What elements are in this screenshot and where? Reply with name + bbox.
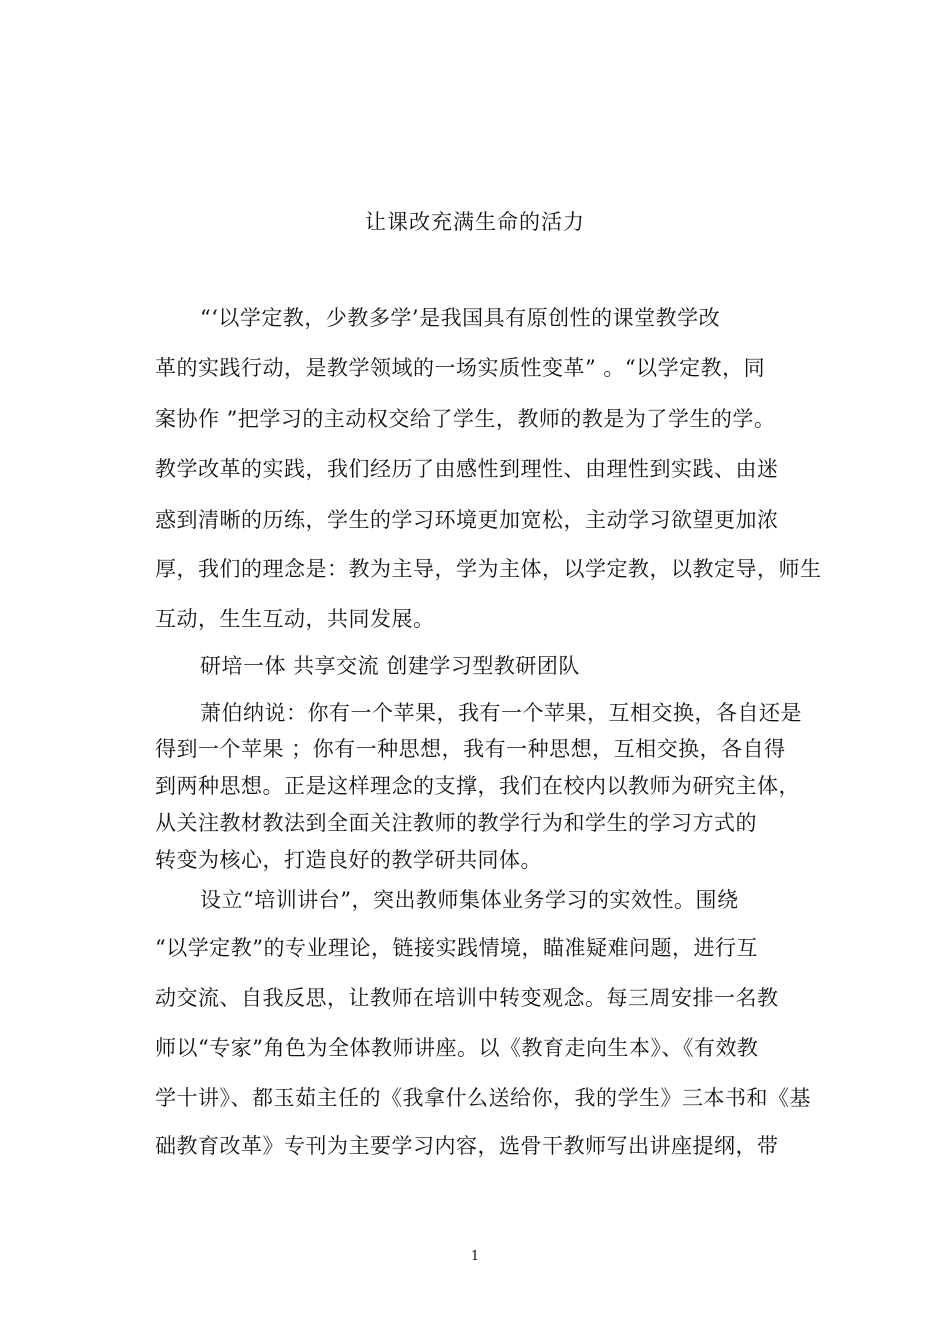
text-line: 厚，我们的理念是：教为主导，学为主体，以学定教，以教定导，师生 bbox=[155, 557, 822, 581]
text-line: 案协作 ”把学习的主动权交给了学生，教师的教是为了学生的学。 bbox=[155, 407, 776, 431]
text-line: 得到一个苹果 ；你有一种思想，我有一种思想，互相交换，各自得 bbox=[155, 737, 786, 761]
text-line: 础教育改革》专刊为主要学习内容，选骨干教师写出讲座提纲，带 bbox=[155, 1134, 779, 1158]
text-line: 教学改革的实践，我们经历了由感性到理性、由理性到实践、由迷 bbox=[155, 457, 779, 481]
text-line: 互动，生生互动，共同发展。 bbox=[155, 607, 435, 631]
text-line: 学十讲》、都玉茹主任的《我拿什么送给你，我的学生》三本书和《基 bbox=[155, 1086, 811, 1110]
text-line: 从关注教材教法到全面关注教师的教学行为和学生的学习方式的 bbox=[155, 811, 757, 835]
text-line: “‘以学定教，少教多学’是我国具有原创性的课堂教学改 bbox=[200, 306, 721, 330]
text-line: 萧伯纳说：你有一个苹果，我有一个苹果，互相交换，各自还是 bbox=[200, 701, 802, 725]
text-line: 设立“培训讲台”，突出教师集体业务学习的实效性。围绕 bbox=[200, 888, 739, 912]
section-heading: 研培一体 共享交流 创建学习型教研团队 bbox=[200, 654, 580, 678]
text-line: 转变为核心，打造良好的教学研共同体。 bbox=[155, 848, 542, 872]
text-line: 师以“专家”角色为全体教师讲座。以《教育走向生本》、《有效教 bbox=[155, 1036, 759, 1060]
document-title: 让课改充满生命的活力 bbox=[365, 210, 585, 234]
text-line: 革的实践行动，是教学领域的一场实质性变革” 。“以学定教，同 bbox=[155, 356, 766, 380]
text-line: 动交流、自我反思，让教师在培训中转变观念。每三周安排一名教 bbox=[155, 986, 779, 1010]
text-line: 惑到清晰的历练，学生的学习环境更加宽松，主动学习欲望更加浓 bbox=[155, 508, 779, 532]
text-line: 到两种思想。正是这样理念的支撑，我们在校内以教师为研究主体， bbox=[155, 774, 800, 798]
text-line: “以学定教”的专业理论，链接实践情境，瞄准疑难问题，进行互 bbox=[155, 936, 758, 960]
page-number: 1 bbox=[470, 1249, 480, 1264]
